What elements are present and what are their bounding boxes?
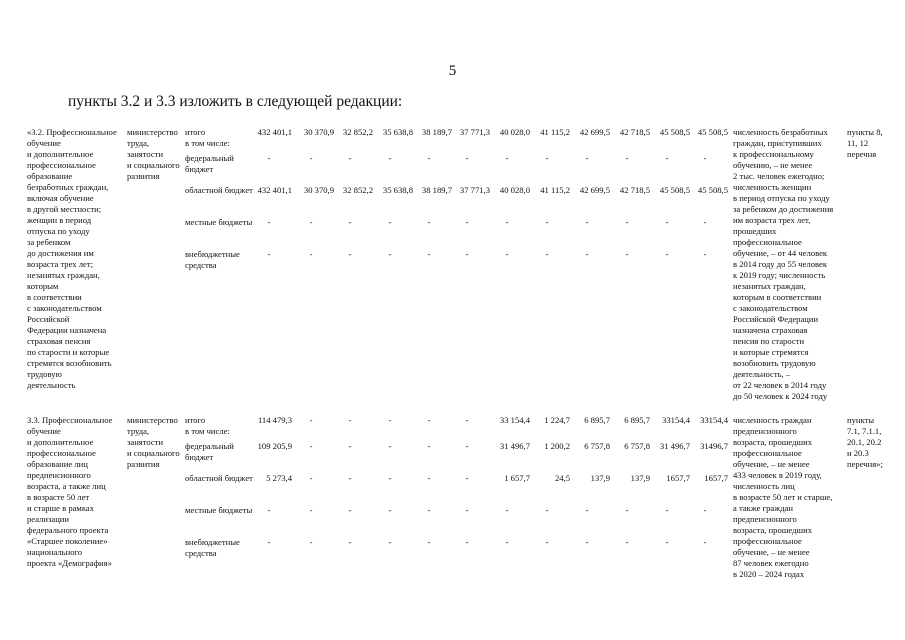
funding-value: 40 028,0: [499, 185, 530, 195]
funding-value: -: [585, 505, 589, 515]
executor-name: министерство труда, занятости и социального развития: [127, 415, 180, 469]
funding-source-label: внебюджетные средства: [185, 249, 240, 270]
funding-value: -: [388, 153, 392, 163]
list-reference: пункты 7.1, 7.1.1, 20.1, 20.2 и 20.3 перечня»;: [847, 415, 883, 469]
funding-value: -: [348, 505, 352, 515]
funding-value: -: [348, 441, 352, 451]
funding-value: -: [465, 441, 469, 451]
funding-value: -: [309, 217, 313, 227]
funding-value: 41 115,2: [540, 127, 570, 137]
target-indicator: численность граждан предпенсионного возраста, прошедших профессиональное обучение, – не менее 433 человек в 2019 году, численность лиц в возрасте 50 лет и старше, а также граждан предпенсионного возраста, прошедших профессиональное обучение, – не менее 87 человек ежегодно в 2020 – 2024 годах: [733, 415, 833, 579]
funding-value: -: [267, 537, 271, 547]
funding-value: 1657,7: [666, 473, 690, 483]
funding-source-label: местные бюджеты: [185, 505, 253, 515]
funding-value: 1657,7: [704, 473, 728, 483]
funding-source-label: в том числе:: [185, 426, 230, 436]
funding-value: 42 699,5: [579, 127, 610, 137]
funding-value: 432 401,1: [257, 127, 292, 137]
funding-source-label: областной бюджет: [185, 185, 253, 195]
funding-value: -: [703, 505, 707, 515]
funding-value: 6 895,7: [584, 415, 610, 425]
funding-value: -: [427, 415, 431, 425]
funding-source-label: федеральный бюджет: [185, 441, 234, 462]
funding-value: -: [427, 505, 431, 515]
funding-value: -: [545, 153, 549, 163]
funding-value: -: [625, 505, 629, 515]
funding-value: 137,9: [590, 473, 610, 483]
funding-value: -: [267, 153, 271, 163]
funding-value: -: [465, 153, 469, 163]
funding-value: 24,5: [554, 473, 570, 483]
funding-value: -: [309, 473, 313, 483]
funding-value: -: [267, 249, 271, 259]
funding-value: -: [625, 217, 629, 227]
funding-value: 30 370,9: [303, 127, 334, 137]
funding-value: -: [665, 505, 669, 515]
funding-source-label: итого: [185, 127, 206, 137]
funding-value: 6 757,8: [624, 441, 650, 451]
funding-value: -: [388, 537, 392, 547]
funding-value: -: [465, 505, 469, 515]
funding-value: -: [465, 217, 469, 227]
funding-value: -: [625, 153, 629, 163]
funding-value: 1 657,7: [504, 473, 530, 483]
list-reference: пункты 8, 11, 12 перечня: [847, 127, 883, 159]
funding-value: -: [388, 217, 392, 227]
funding-value: -: [465, 249, 469, 259]
funding-value: -: [585, 249, 589, 259]
table-row-3-2: [0, 123, 905, 401]
funding-value: -: [703, 153, 707, 163]
funding-value: 40 028,0: [499, 127, 530, 137]
funding-value: 45 508,5: [697, 127, 728, 137]
funding-value: 41 115,2: [540, 185, 570, 195]
funding-value: -: [388, 249, 392, 259]
funding-value: -: [665, 249, 669, 259]
funding-value: -: [427, 249, 431, 259]
funding-value: 35 638,8: [382, 127, 413, 137]
funding-value: -: [427, 537, 431, 547]
funding-value: -: [309, 505, 313, 515]
funding-source-label: федеральный бюджет: [185, 153, 234, 174]
funding-value: -: [388, 505, 392, 515]
amendment-heading: пункты 3.2 и 3.3 изложить в следующей редакции:: [68, 93, 403, 110]
funding-value: -: [505, 153, 509, 163]
funding-value: 33 154,4: [499, 415, 530, 425]
funding-value: -: [388, 415, 392, 425]
funding-value: -: [427, 473, 431, 483]
funding-value: 42 718,5: [619, 185, 650, 195]
funding-value: -: [427, 441, 431, 451]
funding-value: -: [427, 153, 431, 163]
funding-value: 33154,4: [662, 415, 690, 425]
table-row-3-3: [0, 411, 905, 581]
funding-value: 45 508,5: [659, 127, 690, 137]
funding-value: -: [465, 537, 469, 547]
funding-value: -: [427, 217, 431, 227]
funding-value: -: [309, 441, 313, 451]
funding-source-label: областной бюджет: [185, 473, 253, 483]
funding-value: 38 189,7: [421, 185, 452, 195]
funding-value: -: [348, 537, 352, 547]
funding-value: -: [267, 505, 271, 515]
funding-value: 38 189,7: [421, 127, 452, 137]
funding-value: -: [585, 217, 589, 227]
funding-value: -: [703, 249, 707, 259]
funding-value: -: [505, 505, 509, 515]
funding-value: -: [625, 249, 629, 259]
funding-value: -: [545, 217, 549, 227]
funding-value: 31 496,7: [499, 441, 530, 451]
funding-value: 30 370,9: [303, 185, 334, 195]
funding-value: -: [703, 217, 707, 227]
funding-value: 6 757,8: [584, 441, 610, 451]
funding-value: 33154,4: [700, 415, 728, 425]
funding-value: 42 699,5: [579, 185, 610, 195]
funding-value: 32 852,2: [342, 127, 373, 137]
funding-value: 32 852,2: [342, 185, 373, 195]
funding-value: 31 496,7: [659, 441, 690, 451]
funding-value: -: [545, 249, 549, 259]
page-number: 5: [448, 63, 457, 79]
funding-value: 42 718,5: [619, 127, 650, 137]
funding-value: 114 479,3: [257, 415, 292, 425]
funding-source-label: местные бюджеты: [185, 217, 253, 227]
funding-value: -: [267, 217, 271, 227]
funding-value: 31496,7: [700, 441, 728, 451]
funding-value: 432 401,1: [257, 185, 292, 195]
funding-value: 37 771,3: [459, 185, 490, 195]
funding-value: 45 508,5: [659, 185, 690, 195]
funding-value: 45 508,5: [697, 185, 728, 195]
funding-value: -: [545, 505, 549, 515]
funding-value: 6 895,7: [624, 415, 650, 425]
funding-value: -: [505, 537, 509, 547]
funding-value: -: [625, 537, 629, 547]
target-indicator: численность безработных граждан, приступивших к профессиональному обучению, – не менее 2 тыс. человек ежегодно; численность женщин в период отпуска по уходу за ребенком до достижения им возраста трех лет, прошедших профессиональное обучение, – от 44 человек в 2014 году до 55 человек к 2019 году; численность незанятых граждан, которым в соответствии с законодательством Российской Федерации назначена страховая пенсия по старости и которые стремятся возобновить трудовую деятельность, – от 22 человек в 2014 году до 50 человек к 2024 году: [733, 127, 834, 401]
funding-value: 5 273,4: [266, 473, 292, 483]
funding-value: -: [348, 153, 352, 163]
measure-name: 3.3. Профессиональное обучение и дополнительное профессиональное образование лиц предпенсионного возраста, а также лиц в возрасте 50 лет и старше в рамках реализации федерального проекта «Старшее поколение» национального проекта «Демография»: [27, 415, 113, 568]
funding-value: -: [465, 415, 469, 425]
funding-value: -: [585, 153, 589, 163]
funding-value: 137,9: [630, 473, 650, 483]
funding-value: -: [665, 537, 669, 547]
funding-value: 37 771,3: [459, 127, 490, 137]
funding-value: -: [545, 537, 549, 547]
funding-value: -: [703, 537, 707, 547]
funding-value: -: [309, 249, 313, 259]
funding-value: -: [309, 537, 313, 547]
funding-value: -: [348, 415, 352, 425]
funding-value: -: [348, 217, 352, 227]
funding-value: -: [585, 537, 589, 547]
funding-source-label: итого: [185, 415, 206, 425]
measure-name: «3.2. Профессиональное обучение и дополнительное профессиональное образование безработных граждан, включая обучение в другой местности; женщин в период отпуска по уходу за ребенком до достижения им возраста трех лет; незанятых граждан, которым в соответствии с законодательством Российской Федерации назначена страховая пенсия по старости и которые стремятся возобновить трудовую деятельность: [27, 127, 117, 390]
funding-value: -: [348, 473, 352, 483]
funding-value: -: [309, 153, 313, 163]
funding-value: 1 200,2: [544, 441, 570, 451]
funding-source-label: в том числе:: [185, 138, 230, 148]
funding-value: -: [505, 249, 509, 259]
funding-value: -: [309, 415, 313, 425]
funding-value: -: [665, 217, 669, 227]
executor-name: министерство труда, занятости и социального развития: [127, 127, 180, 181]
funding-value: 1 224,7: [544, 415, 570, 425]
funding-value: 35 638,8: [382, 185, 413, 195]
funding-value: -: [388, 473, 392, 483]
funding-value: -: [388, 441, 392, 451]
funding-value: 109 205,9: [257, 441, 292, 451]
funding-value: -: [505, 217, 509, 227]
funding-value: -: [465, 473, 469, 483]
funding-value: -: [665, 153, 669, 163]
funding-source-label: внебюджетные средства: [185, 537, 240, 558]
funding-value: -: [348, 249, 352, 259]
